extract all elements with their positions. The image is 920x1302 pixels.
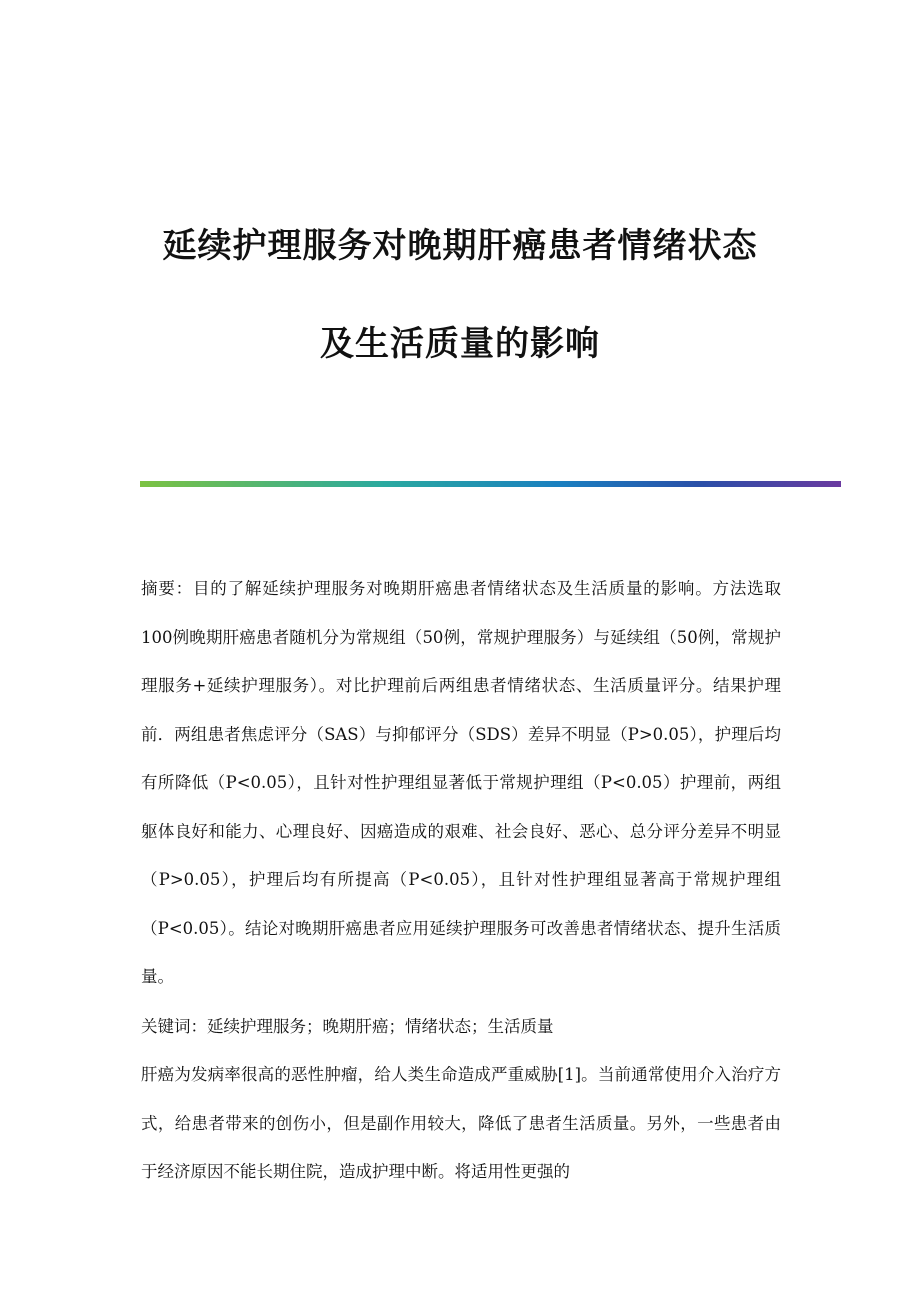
gradient-divider xyxy=(140,481,841,487)
paper-title-line-1: 延续护理服务对晚期肝癌患者情绪状态 xyxy=(162,226,758,266)
abstract-paragraph: 摘要：目的了解延续护理服务对晚期肝癌患者情绪状态及生活质量的影响。方法选取100例晚期肝癌患者随机分为常规组（50例，常规护理服务）与延续组（50例，常规护理服务+延续护理服务）。对比护理前后两组患者情绪状态、生活质量评分。结果护理前．两组患者焦虑评分（SAS）与抑郁评分（SDS）差异不明显（P>0.05），护理后均有所降低（P<0.05），且针对性护理组显著低于常规护理组（P<0.05）护理前，两组躯体良好和能力、心理良好、因癌造成的艰难、社会良好、恶心、总分评分差异不明显（P>0.05），护理后均有所提高（P<0.05），且针对性护理组显著高于常规护理组（P<0.05）。结论对晚期肝癌患者应用延续护理服务可改善患者情绪状态、提升生活质量。 xyxy=(141,579,781,986)
paper-title-line-2: 及生活质量的影响 xyxy=(320,324,600,364)
intro-paragraph: 肝癌为发病率很高的恶性肿瘤，给人类生命造成严重威胁[1]。当前通常使用介入治疗方式，给患者带来的创伤小，但是副作用较大，降低了患者生活质量。另外，一些患者由于经济原因不能长期住院，造成护理中断。将适用性更强的 xyxy=(141,1065,781,1181)
keywords-paragraph: 关键词：延续护理服务；晚期肝癌；情绪状态；生活质量 xyxy=(141,1017,554,1036)
